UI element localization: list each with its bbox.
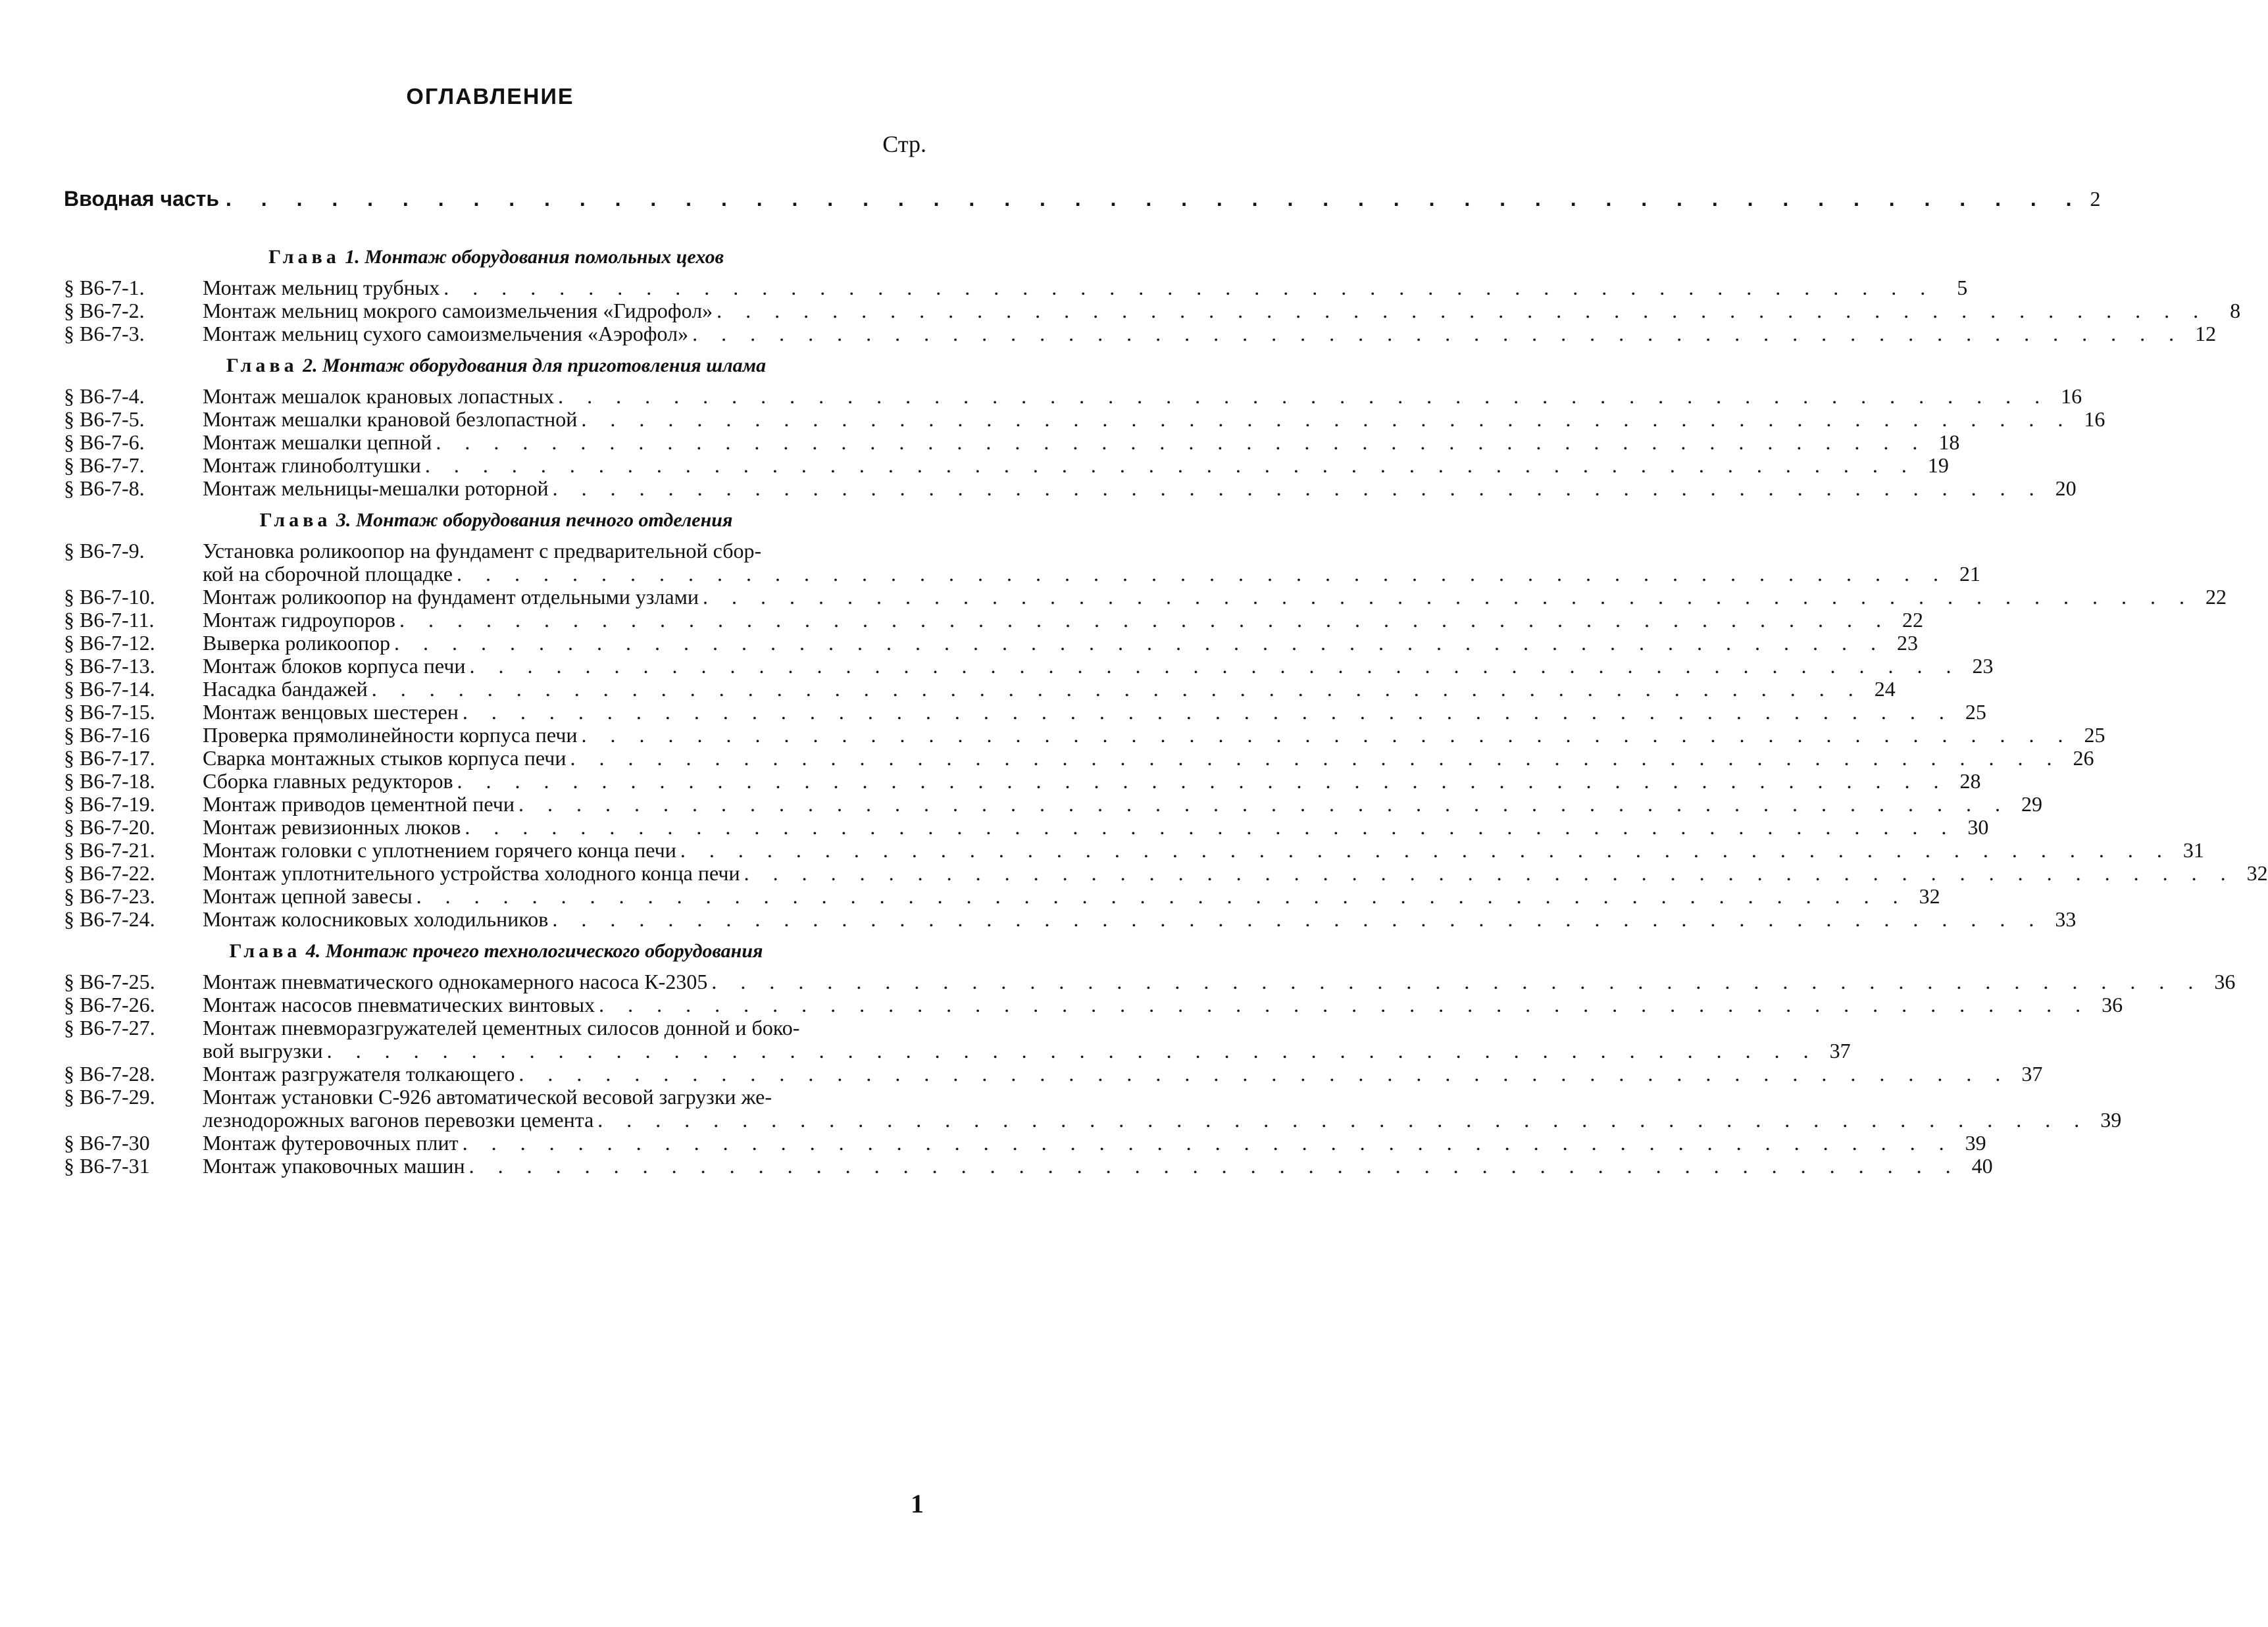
toc-entry — [64, 585, 2227, 609]
page-ref: 29 — [2021, 792, 2042, 816]
toc-entry — [64, 723, 2105, 747]
leader-dots — [457, 770, 1948, 793]
entry-line — [203, 1063, 2042, 1086]
entry-body — [203, 862, 2268, 885]
section-number: § В6-7-21. — [64, 838, 155, 862]
chapter-title: 4. Монтаж прочего технологического оборудования — [305, 940, 763, 962]
leader-dots — [443, 276, 1934, 299]
page-ref: 19 — [1927, 453, 1949, 477]
page-ref: 26 — [2073, 746, 2094, 770]
entry-line — [203, 839, 2204, 862]
chapter-title: 3. Монтаж оборудования печного отделения — [336, 509, 733, 531]
entry-line — [203, 408, 2105, 431]
leader-dots — [436, 431, 1927, 454]
entry-title: Монтаж упаковочных машин — [203, 1154, 465, 1178]
page-ref: 39 — [2100, 1108, 2122, 1132]
toc-entry — [64, 631, 1918, 655]
leader-dots — [327, 1039, 1818, 1063]
leader-dots — [463, 701, 1953, 724]
entry-body — [203, 385, 2082, 408]
section-number: § В6-7-9. — [64, 539, 145, 563]
intro-entry — [64, 187, 2101, 211]
leader-dots — [597, 1109, 2088, 1132]
page-ref: 37 — [2021, 1062, 2043, 1086]
leader-dots — [711, 970, 2202, 993]
chapter-title: 1. Монтаж оборудования помольных цехов — [345, 246, 724, 268]
page-ref: 20 — [2055, 476, 2077, 500]
leader-dots — [553, 477, 2044, 500]
section-number: § В6-7-20. — [64, 815, 155, 839]
chapter-heading — [64, 940, 928, 963]
toc-entry — [64, 815, 1989, 839]
toc-entry — [64, 746, 2094, 770]
entry-title: Монтаж гидроупоров — [203, 608, 396, 632]
section-number: § В6-7-11. — [64, 608, 155, 632]
entry-title: Монтаж приводов цементной печи — [203, 792, 515, 816]
entry-body — [203, 747, 2094, 770]
leader-dots — [717, 299, 2207, 322]
section-number: § В6-7-2. — [64, 299, 145, 322]
entry-title: Монтаж уплотнительного устройства холодного конца печи — [203, 861, 740, 885]
entry-title: Монтаж установки С-926 автоматической весовой загрузки же- — [203, 1085, 772, 1109]
leader-dots — [744, 862, 2235, 885]
entry-body — [203, 816, 1988, 839]
entry-line — [203, 299, 2240, 322]
toc-entry — [64, 476, 2077, 500]
leader-dots — [558, 385, 2049, 408]
page-ref: 22 — [1902, 608, 1924, 632]
entry-body — [203, 454, 1949, 477]
page-ref: 8 — [2230, 299, 2241, 322]
entry-body — [203, 299, 2240, 322]
entry-body — [203, 1155, 1993, 1178]
entry-body — [203, 701, 1986, 724]
entry-title: лезнодорожных вагонов перевозки цемента — [203, 1108, 594, 1132]
entry-title: Монтаж пневморазгружателей цементных силосов донной и боко- — [203, 1016, 800, 1039]
entry-title: Монтаж мельниц трубных — [203, 276, 440, 299]
section-number: § В6-7-17. — [64, 746, 155, 770]
toc-entry — [64, 700, 1986, 724]
entry-title: Выверка роликоопор — [203, 631, 390, 655]
section-number: § В6-7-22. — [64, 861, 155, 885]
entry-line — [203, 678, 1896, 701]
entry-title: Насадка бандажей — [203, 677, 368, 701]
chapter-title: 2. Монтаж оборудования для приготовления шлама — [303, 355, 767, 376]
entry-title: Монтаж мешалок крановых лопастных — [203, 384, 555, 408]
entry-body — [203, 724, 2105, 747]
entry-line — [203, 1086, 2121, 1109]
table-of-contents — [64, 237, 2268, 1178]
page-ref: 22 — [2205, 585, 2227, 609]
entry-body — [203, 970, 2235, 993]
leader-dots — [226, 187, 2084, 211]
page-ref: 32 — [2246, 861, 2268, 885]
entry-body — [203, 770, 1981, 793]
entry-body — [203, 408, 2105, 431]
entry-title: Проверка прямолинейности корпуса печи — [203, 723, 578, 747]
entry-line — [203, 655, 1994, 678]
toc-entry — [64, 299, 2241, 322]
leader-dots — [692, 322, 2183, 345]
entry-line — [203, 770, 1981, 793]
section-number: § В6-7-24. — [64, 907, 155, 931]
page-ref: 28 — [1959, 769, 1981, 793]
entry-body — [203, 539, 1980, 586]
chapter-heading — [64, 355, 928, 377]
section-number: § В6-7-25. — [64, 970, 155, 993]
entry-body — [203, 477, 2077, 500]
entry-line — [203, 454, 1949, 477]
section-number: § В6-7-28. — [64, 1062, 155, 1086]
page-ref: 16 — [2084, 407, 2105, 431]
entry-title: Установка роликоопор на фундамент с предварительной сбор- — [203, 539, 762, 563]
intro-page: 2 — [2090, 187, 2101, 211]
leader-dots — [399, 609, 1890, 632]
chapter-word: Глава — [259, 509, 332, 531]
section-number: § В6-7-1. — [64, 276, 145, 299]
toc-entry — [64, 1154, 1993, 1178]
chapter-word: Глава — [226, 355, 298, 376]
entry-line — [203, 632, 1918, 655]
page-ref: 25 — [1965, 700, 1986, 724]
entry-body — [203, 1132, 1986, 1155]
page-ref: 36 — [2102, 993, 2123, 1016]
entry-title: Монтаж ревизионных люков — [203, 815, 461, 839]
page-ref: 25 — [2084, 723, 2105, 747]
toc-entry — [64, 608, 1924, 632]
entry-title: Монтаж мешалки цепной — [203, 430, 432, 454]
leader-dots — [518, 793, 2009, 816]
leader-dots — [425, 454, 1916, 477]
leader-dots — [582, 724, 2073, 747]
entry-line — [203, 747, 2094, 770]
entry-body — [203, 885, 1940, 908]
chapter-heading — [64, 509, 928, 532]
entry-line — [203, 885, 1940, 908]
entry-body — [203, 322, 2216, 345]
toc-entry — [64, 1062, 2043, 1086]
page-column-label: Стр. — [882, 131, 926, 157]
leader-dots — [552, 908, 2043, 931]
entry-title: Монтаж роликоопор на фундамент отдельными узлами — [203, 585, 699, 609]
entry-title: Сборка главных редукторов — [203, 769, 453, 793]
page-ref: 32 — [1919, 884, 1940, 908]
entry-title: Монтаж пневматического однокамерного насоса К-2305 — [203, 970, 708, 993]
entry-line — [203, 816, 1988, 839]
entry-line — [203, 586, 2227, 609]
toc-entry — [64, 453, 1949, 477]
section-number: § В6-7-13. — [64, 654, 155, 678]
entry-title: Монтаж глиноболтушки — [203, 453, 421, 477]
toc-entry — [64, 792, 2042, 816]
entry-title: кой на сборочной площадке — [203, 562, 453, 586]
section-number: § В6-7-14. — [64, 677, 155, 701]
chapter-word: Глава — [229, 940, 301, 962]
page-ref: 30 — [1967, 815, 1989, 839]
page-ref: 23 — [1972, 654, 1994, 678]
toc-entry — [64, 384, 2082, 408]
entry-title: Монтаж головки с уплотнением горячего конца печи — [203, 838, 676, 862]
chapter-heading — [64, 246, 928, 268]
section-number: § В6-7-30 — [64, 1131, 150, 1155]
entry-title: Монтаж разгружателя толкающего — [203, 1062, 515, 1086]
section-number: § В6-7-6. — [64, 430, 145, 454]
toc-entry — [64, 970, 2236, 993]
toc-entry — [64, 539, 1980, 586]
leader-dots — [703, 586, 2194, 609]
entry-title: Монтаж венцовых шестерен — [203, 700, 459, 724]
entry-body — [203, 655, 1994, 678]
page-ref: 36 — [2214, 970, 2236, 993]
entry-title: Монтаж насосов пневматических винтовых — [203, 993, 595, 1016]
entry-line — [203, 1016, 1851, 1039]
entry-line — [203, 862, 2268, 885]
page-number: 1 — [911, 1489, 924, 1518]
page-ref: 5 — [1957, 276, 1968, 299]
toc-entry — [64, 654, 1994, 678]
page-ref: 33 — [2055, 907, 2077, 931]
entry-body — [203, 839, 2204, 862]
entry-body — [203, 1016, 1851, 1063]
section-number: § В6-7-5. — [64, 407, 145, 431]
section-number: § В6-7-23. — [64, 884, 155, 908]
section-number: § В6-7-15. — [64, 700, 155, 724]
entry-line — [203, 701, 1986, 724]
section-number: § В6-7-31 — [64, 1154, 150, 1178]
toc-entry — [64, 838, 2204, 862]
entry-line — [203, 1109, 2121, 1132]
entry-line — [203, 563, 1980, 586]
toc-entry — [64, 407, 2105, 431]
entry-line — [203, 908, 2076, 931]
entry-line — [203, 322, 2216, 345]
section-number: § В6-7-4. — [64, 384, 145, 408]
entry-line — [203, 385, 2082, 408]
toc-entry — [64, 884, 1940, 908]
entry-title: Монтаж мешалки крановой безлопастной — [203, 407, 578, 431]
entry-title: Монтаж мельницы-мешалки роторной — [203, 476, 549, 500]
entry-line — [203, 477, 2077, 500]
entry-body — [203, 793, 2042, 816]
leader-dots — [416, 885, 1907, 908]
leader-dots — [680, 839, 2171, 862]
entry-line — [203, 993, 2123, 1016]
entry-line — [203, 1155, 1993, 1178]
entry-body — [203, 1086, 2121, 1132]
page-ref: 31 — [2182, 838, 2204, 862]
entry-line — [203, 609, 1923, 632]
entry-title: вой выгрузки — [203, 1039, 323, 1063]
toc-entry — [64, 1016, 1851, 1063]
leader-dots — [463, 1132, 1953, 1155]
section-number: § В6-7-12. — [64, 631, 155, 655]
entry-title: Монтаж футеровочных плит — [203, 1131, 459, 1155]
entry-body — [203, 1063, 2042, 1086]
entry-line — [203, 431, 1959, 454]
leader-dots — [372, 678, 1863, 701]
entry-body — [203, 993, 2123, 1016]
toc-entry — [64, 677, 1896, 701]
page-title: ОГЛАВЛЕНИЕ — [406, 84, 574, 109]
leader-dots — [581, 408, 2072, 431]
toc-entry — [64, 1131, 1986, 1155]
page-ref: 12 — [2195, 322, 2217, 345]
page-ref: 23 — [1896, 631, 1918, 655]
toc-entry — [64, 430, 1960, 454]
leader-dots — [599, 993, 2090, 1016]
section-number: § В6-7-26. — [64, 993, 155, 1016]
section-number: § В6-7-16 — [64, 723, 150, 747]
page-ref: 39 — [1965, 1131, 1986, 1155]
entry-body — [203, 908, 2076, 931]
page-ref: 37 — [1829, 1039, 1851, 1063]
entry-line — [203, 539, 1980, 563]
toc-entry — [64, 276, 1968, 299]
toc-entry — [64, 993, 2123, 1016]
toc-entry — [64, 322, 2217, 345]
entry-body — [203, 586, 2227, 609]
entry-title: Монтаж колосниковых холодильников — [203, 907, 549, 931]
page-ref: 24 — [1874, 677, 1896, 701]
page-ref: 40 — [1971, 1154, 1993, 1178]
section-number: § В6-7-8. — [64, 476, 145, 500]
entry-title: Монтаж мельниц мокрого самоизмельчения «Гидрофол» — [203, 299, 713, 322]
entry-line — [203, 1039, 1851, 1063]
page-ref: 16 — [2061, 384, 2082, 408]
section-number: § В6-7-19. — [64, 792, 155, 816]
section-number: § В6-7-18. — [64, 769, 155, 793]
entry-body — [203, 276, 1967, 299]
entry-title: Сварка монтажных стыков корпуса печи — [203, 746, 567, 770]
leader-dots — [470, 655, 1961, 678]
page-ref: 21 — [1959, 562, 1980, 586]
section-number: § В6-7-10. — [64, 585, 155, 609]
entry-body — [203, 609, 1923, 632]
leader-dots — [457, 563, 1948, 586]
section-number: § В6-7-27. — [64, 1016, 155, 1039]
section-number: § В6-7-7. — [64, 453, 145, 477]
entry-title: Монтаж блоков корпуса печи — [203, 654, 466, 678]
toc-entry — [64, 1085, 2122, 1132]
toc-entry — [64, 861, 2268, 885]
entry-body — [203, 678, 1896, 701]
entry-title: Монтаж мельниц сухого самоизмельчения «Аэрофол» — [203, 322, 689, 345]
leader-dots — [570, 747, 2061, 770]
leader-dots — [465, 816, 1955, 839]
entry-body — [203, 632, 1918, 655]
section-number: § В6-7-3. — [64, 322, 145, 345]
page-ref: 18 — [1938, 430, 1960, 454]
toc-entry — [64, 907, 2077, 931]
entry-line — [203, 793, 2042, 816]
section-number: § В6-7-29. — [64, 1085, 155, 1109]
toc-entry — [64, 769, 1981, 793]
intro-label: Вводная часть — [64, 187, 219, 211]
leader-dots — [394, 632, 1885, 655]
entry-line — [203, 276, 1967, 299]
entry-line — [203, 1132, 1986, 1155]
entry-line — [203, 970, 2235, 993]
leader-dots — [518, 1063, 2009, 1086]
entry-title: Монтаж цепной завесы — [203, 884, 413, 908]
entry-body — [203, 431, 1959, 454]
entry-line — [203, 724, 2105, 747]
leader-dots — [469, 1155, 1960, 1178]
chapter-word: Глава — [268, 246, 340, 268]
